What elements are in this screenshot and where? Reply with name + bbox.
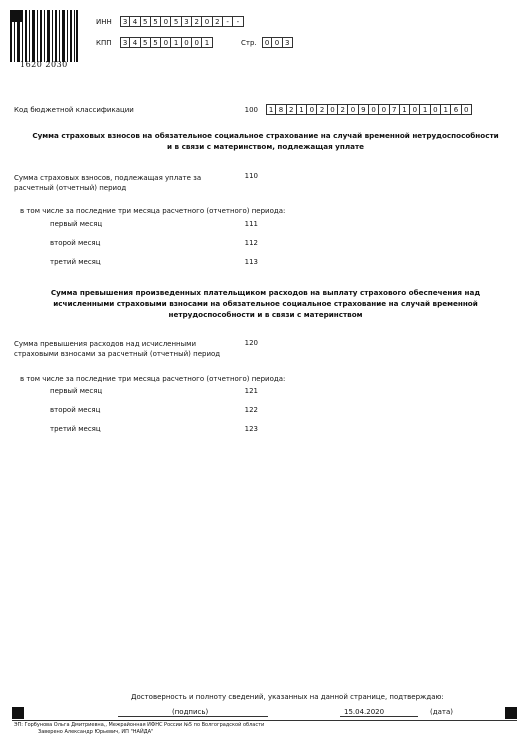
line110-label-line1: Сумма страховых взносов, подлежащая уплате за (14, 174, 202, 182)
corner-marker-bottom-right (505, 707, 517, 719)
page-label: Стр. (241, 39, 257, 47)
line113-code: 113 (244, 258, 258, 266)
inn-cells (120, 16, 244, 27)
date-line (340, 716, 418, 717)
line123-label: третий месяц (50, 425, 101, 433)
char-cell: 2 (213, 16, 223, 27)
section1-heading-line2: и в связи с материнством, подлежащая уплате (167, 142, 364, 151)
esign-line2: Заверено Александр Юрьевич, ИП "НАЙДА" (38, 729, 154, 735)
line121-code: 121 (244, 387, 258, 395)
char-cell: 2 (192, 16, 202, 27)
line110-label (14, 173, 201, 193)
char-cell: 3 (120, 37, 130, 48)
char-cell: 0 (462, 104, 472, 115)
char-cell: 5 (151, 37, 161, 48)
section2-heading-line3: нетрудоспособности и в связи с материнством (168, 310, 363, 319)
char-cell: 0 (202, 16, 212, 27)
char-cell: 1 (297, 104, 307, 115)
char-cell: 0 (328, 104, 338, 115)
char-cell: 0 (272, 37, 282, 48)
char-cell: 5 (141, 37, 151, 48)
line111-code: 111 (244, 220, 258, 228)
line123-code: 123 (244, 425, 258, 433)
line121-label: первый месяц (50, 387, 103, 395)
char-cell: 5 (141, 16, 151, 27)
char-cell: 1 (441, 104, 451, 115)
char-cell: 0 (192, 37, 202, 48)
char-cell: 2 (287, 104, 297, 115)
line122-label: второй месяц (50, 406, 101, 414)
char-cell: 1 (400, 104, 410, 115)
char-cell: 1 (202, 37, 212, 48)
char-cell: 0 (161, 16, 171, 27)
char-cell: 0 (262, 37, 272, 48)
kbk-label: Код бюджетной классификации (14, 106, 134, 114)
char-cell: 4 (130, 16, 140, 27)
section2-heading (14, 287, 517, 320)
char-cell: - (233, 16, 243, 27)
char-cell: 4 (130, 37, 140, 48)
section2-heading-line2: исчисленными страховыми взносами на обязательное социальное страхование на случай временной (53, 299, 478, 308)
inn-label: ИНН (96, 18, 112, 26)
section1-heading-line1: Сумма страховых взносов на обязательное социальное страхование на случай временной нетрудоспособности (32, 131, 499, 140)
char-cell: 9 (359, 104, 369, 115)
signature-line (118, 716, 268, 717)
kbk-code: 100 (244, 106, 258, 114)
esign-line1: ЭП: Горбунова Ольга Дмитриевна,, Межрайонная ИФНС России №5 по Волгоградской области (14, 722, 265, 728)
date-value: 15.04.2020 (344, 708, 385, 716)
confirm-text: Достоверность и полноту сведений, указанных на данной странице, подтверждаю: (131, 693, 444, 701)
char-cell: 2 (338, 104, 348, 115)
char-cell: 0 (182, 37, 192, 48)
char-cell: 5 (171, 16, 181, 27)
char-cell: 2 (317, 104, 327, 115)
kpp-label: КПП (96, 39, 112, 47)
char-cell: 1 (171, 37, 181, 48)
kbk-cells (266, 104, 472, 115)
line111-label: первый месяц (50, 220, 103, 228)
char-cell: 1 (266, 104, 276, 115)
char-cell: 8 (276, 104, 286, 115)
line120-label (14, 339, 220, 359)
char-cell: 6 (451, 104, 461, 115)
footer-divider (12, 720, 517, 721)
line110-label-line2: расчетный (отчетный) период (14, 184, 127, 192)
line120-label-line2: страховыми взносами за расчетный (отчетный) период (14, 350, 221, 358)
section1-heading (14, 130, 517, 152)
corner-marker-bottom-left (12, 707, 24, 719)
line110-code: 110 (244, 172, 258, 180)
char-cell: 1 (420, 104, 430, 115)
char-cell: 0 (161, 37, 171, 48)
char-cell: 0 (307, 104, 317, 115)
char-cell: - (223, 16, 233, 27)
section1-subheading: в том числе за последние три месяца расчетного (отчетного) периода: (20, 207, 286, 215)
section2-subheading: в том числе за последние три месяца расчетного (отчетного) периода: (20, 375, 286, 383)
line120-code: 120 (244, 339, 258, 347)
char-cell: 0 (431, 104, 441, 115)
date-caption: (дата) (430, 708, 453, 716)
line122-code: 122 (244, 406, 258, 414)
signature-caption: (подпись) (172, 708, 209, 716)
kpp-cells (120, 37, 213, 48)
char-cell: 0 (348, 104, 358, 115)
char-cell: 0 (379, 104, 389, 115)
line113-label: третий месяц (50, 258, 101, 266)
char-cell: 0 (369, 104, 379, 115)
char-cell: 3 (182, 16, 192, 27)
char-cell: 3 (283, 37, 293, 48)
char-cell: 3 (120, 16, 130, 27)
barcode (10, 10, 78, 62)
line112-code: 112 (244, 239, 258, 247)
section2-heading-line1: Сумма превышения произведенных плательщиком расходов на выплату страхового обеспечения над (50, 288, 481, 297)
line112-label: второй месяц (50, 239, 101, 247)
line120-label-line1: Сумма превышения расходов над исчисленными (14, 340, 196, 348)
char-cell: 7 (390, 104, 400, 115)
barcode-number: 1620 2030 (20, 60, 68, 69)
page-cells (262, 37, 293, 48)
char-cell: 0 (410, 104, 420, 115)
char-cell: 5 (151, 16, 161, 27)
